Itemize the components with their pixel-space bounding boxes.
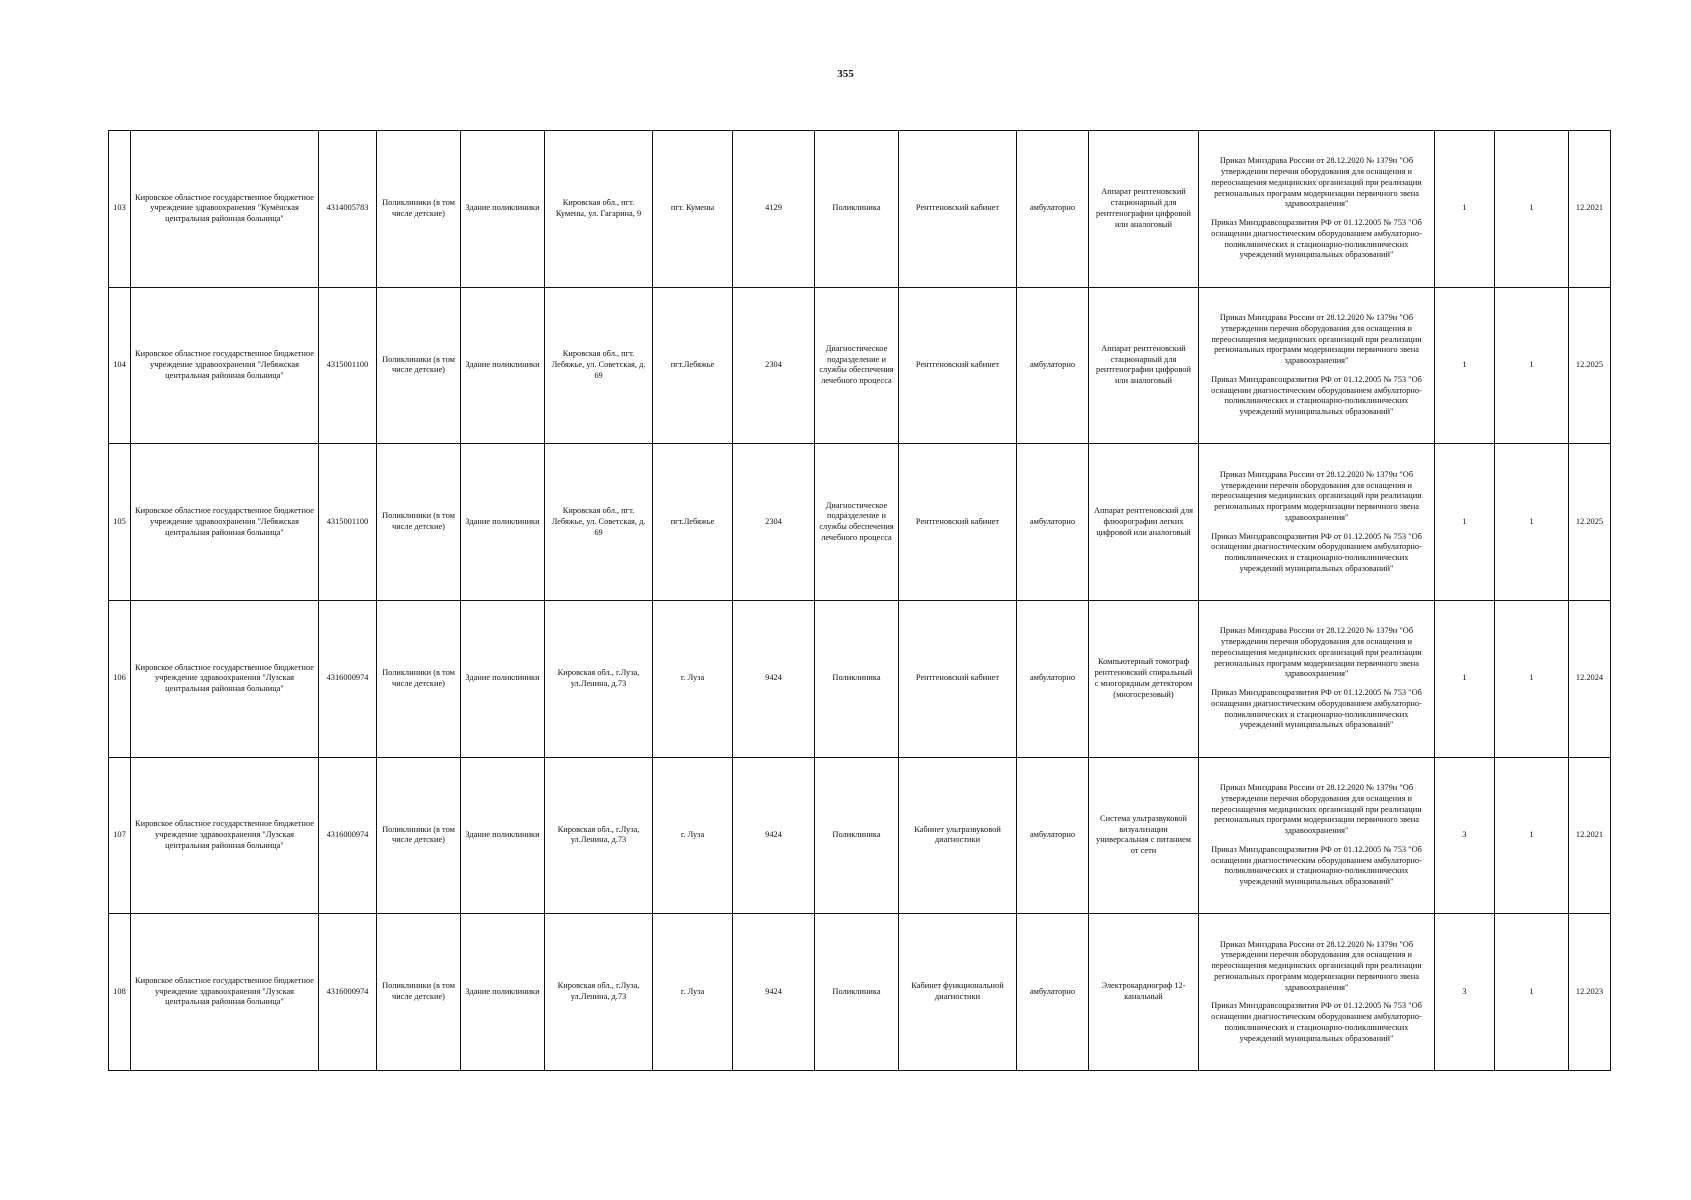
inn-cell: 4315001100 xyxy=(319,444,377,601)
order-1379n-text: Приказ Минздрава России от 28.12.2020 № 1379н "Об утверждении перечня оборудования для оснащения и переоснащения медицинских организаций при реализации региональных программ модернизации первичного звена здравоохранения" xyxy=(1211,783,1422,836)
normative-orders-cell xyxy=(1199,131,1435,288)
equipment-cell: Аппарат рентгеновский стационарный для рентгенографии цифровой или аналоговый xyxy=(1089,131,1199,288)
table-row xyxy=(109,914,1611,1071)
order-1379n-text: Приказ Минздрава России от 28.12.2020 № 1379н "Об утверждении перечня оборудования для оснащения и переоснащения медицинских организаций при реализации региональных программ модернизации первичного звена здравоохранения" xyxy=(1211,626,1422,679)
settlement-cell: г. Луза xyxy=(653,600,733,757)
care-mode-cell: амбулаторно xyxy=(1017,914,1089,1071)
address-cell: Кировская обл., г.Луза, ул.Ленина, д.73 xyxy=(545,757,653,914)
quantity-secondary-cell: 1 xyxy=(1495,131,1569,288)
institution-cell: Кировское областное государственное бюджетное учреждение здравоохранения "Кумёнская центральная районная больница" xyxy=(131,131,319,288)
population-cell: 4129 xyxy=(733,131,815,288)
population-cell: 9424 xyxy=(733,600,815,757)
deadline-cell: 12.2021 xyxy=(1569,131,1611,288)
room-cell: Рентгеновский кабинет xyxy=(899,444,1017,601)
normative-orders-cell xyxy=(1199,287,1435,444)
quantity-secondary-cell: 1 xyxy=(1495,444,1569,601)
care-mode-cell: амбулаторно xyxy=(1017,131,1089,288)
order-753-text: Приказ Минздравсоцразвития РФ от 01.12.2005 № 753 "Об оснащении диагностическим оборудованием амбулаторно-поликлинических и стационарно-поликлинических учреждений муниципальных образований" xyxy=(1211,531,1422,573)
order-753-text: Приказ Минздравсоцразвития РФ от 01.12.2005 № 753 "Об оснащении диагностическим оборудованием амбулаторно-поликлинических и стационарно-поликлинических учреждений муниципальных образований" xyxy=(1211,1001,1422,1043)
deadline-cell: 12.2025 xyxy=(1569,287,1611,444)
population-cell: 2304 xyxy=(733,287,815,444)
room-cell: Рентгеновский кабинет xyxy=(899,600,1017,757)
facility-type-cell: Поликлиники (в том числе детские) xyxy=(377,914,461,1071)
building-cell: Здание поликлиники xyxy=(461,600,545,757)
facility-type-cell: Поликлиники (в том числе детские) xyxy=(377,757,461,914)
normative-orders-cell xyxy=(1199,757,1435,914)
order-753-text: Приказ Минздравсоцразвития РФ от 01.12.2005 № 753 "Об оснащении диагностическим оборудованием амбулаторно-поликлинических и стационарно-поликлинических учреждений муниципальных образований" xyxy=(1211,688,1422,730)
room-cell: Кабинет функциональной диагностики xyxy=(899,914,1017,1071)
order-753-text: Приказ Минздравсоцразвития РФ от 01.12.2005 № 753 "Об оснащении диагностическим оборудованием амбулаторно-поликлинических и стационарно-поликлинических учреждений муниципальных образований" xyxy=(1211,374,1422,417)
table-row xyxy=(109,444,1611,601)
facility-type-cell: Поликлиники (в том числе детские) xyxy=(377,444,461,601)
row-number-cell: 106 xyxy=(109,600,131,757)
row-number-cell: 103 xyxy=(109,131,131,288)
inn-cell: 4314005783 xyxy=(319,131,377,288)
quantity-cell: 3 xyxy=(1435,757,1495,914)
room-cell: Рентгеновский кабинет xyxy=(899,131,1017,288)
room-cell: Кабинет ультразвуковой диагностики xyxy=(899,757,1017,914)
quantity-secondary-cell: 1 xyxy=(1495,757,1569,914)
building-cell: Здание поликлиники xyxy=(461,131,545,288)
department-cell: Поликлиника xyxy=(815,131,899,288)
row-number-cell: 104 xyxy=(109,287,131,444)
settlement-cell: пгт.Лебяжье xyxy=(653,287,733,444)
order-1379n-text: Приказ Минздрава России от 28.12.2020 № 1379н "Об утверждении перечня оборудования для оснащения и переоснащения медицинских организаций при реализации региональных программ модернизации первичного звена здравоохранения" xyxy=(1211,313,1422,366)
page-number: 355 xyxy=(837,68,854,80)
building-cell: Здание поликлиники xyxy=(461,757,545,914)
institution-cell: Кировское областное государственное бюджетное учреждение здравоохранения "Лузская центральная районная больница" xyxy=(131,914,319,1071)
order-753-text: Приказ Минздравсоцразвития РФ от 01.12.2005 № 753 "Об оснащении диагностическим оборудованием амбулаторно-поликлинических и стационарно-поликлинических учреждений муниципальных образований" xyxy=(1211,844,1422,887)
department-cell: Поликлиника xyxy=(815,757,899,914)
address-cell: Кировская обл., пгт. Кумены, ул. Гагарина, 9 xyxy=(545,131,653,288)
row-number-cell: 107 xyxy=(109,757,131,914)
deadline-cell: 12.2024 xyxy=(1569,600,1611,757)
building-cell: Здание поликлиники xyxy=(461,444,545,601)
institution-cell: Кировское областное государственное бюджетное учреждение здравоохранения "Лузская центральная районная больница" xyxy=(131,757,319,914)
institution-cell: Кировское областное государственное бюджетное учреждение здравоохранения "Лебяжская центральная районная больница" xyxy=(131,287,319,444)
building-cell: Здание поликлиники xyxy=(461,914,545,1071)
inn-cell: 4316000974 xyxy=(319,600,377,757)
quantity-cell: 1 xyxy=(1435,131,1495,288)
row-number-cell: 108 xyxy=(109,914,131,1071)
order-753-text: Приказ Минздравсоцразвития РФ от 01.12.2005 № 753 "Об оснащении диагностическим оборудованием амбулаторно-поликлинических и стационарно-поликлинических учреждений муниципальных образований" xyxy=(1211,218,1422,260)
table-row xyxy=(109,757,1611,914)
institution-cell: Кировское областное государственное бюджетное учреждение здравоохранения "Лузская центральная районная больница" xyxy=(131,600,319,757)
population-cell: 9424 xyxy=(733,757,815,914)
deadline-cell: 12.2025 xyxy=(1569,444,1611,601)
care-mode-cell: амбулаторно xyxy=(1017,757,1089,914)
building-cell: Здание поликлиники xyxy=(461,287,545,444)
settlement-cell: пгт. Кумены xyxy=(653,131,733,288)
quantity-secondary-cell: 1 xyxy=(1495,600,1569,757)
equipment-cell: Электрокардиограф 12-канальный xyxy=(1089,914,1199,1071)
address-cell: Кировская обл., пгт. Лебяжье, ул. Советская, д. 69 xyxy=(545,287,653,444)
department-cell: Диагностическое подразделение и службы обеспечения лечебного процесса xyxy=(815,287,899,444)
deadline-cell: 12.2023 xyxy=(1569,914,1611,1071)
order-1379n-text: Приказ Минздрава России от 28.12.2020 № 1379н "Об утверждении перечня оборудования для оснащения и переоснащения медицинских организаций при реализации региональных программ модернизации первичного звена здравоохранения" xyxy=(1211,939,1422,992)
settlement-cell: г. Луза xyxy=(653,914,733,1071)
care-mode-cell: амбулаторно xyxy=(1017,444,1089,601)
equipment-cell: Система ультразвуковой визуализации универсальная с питанием от сети xyxy=(1089,757,1199,914)
table-row xyxy=(109,600,1611,757)
normative-orders-cell xyxy=(1199,444,1435,601)
table-row xyxy=(109,287,1611,444)
equipment-cell: Аппарат рентгеновский для флюорографии легких цифровой или аналоговый xyxy=(1089,444,1199,601)
room-cell: Рентгеновский кабинет xyxy=(899,287,1017,444)
population-cell: 2304 xyxy=(733,444,815,601)
settlement-cell: пгт.Лебяжье xyxy=(653,444,733,601)
table-row xyxy=(109,131,1611,288)
department-cell: Диагностическое подразделение и службы обеспечения лечебного процесса xyxy=(815,444,899,601)
quantity-secondary-cell: 1 xyxy=(1495,914,1569,1071)
population-cell: 9424 xyxy=(733,914,815,1071)
equipment-cell: Аппарат рентгеновский стационарный для рентгенографии цифровой или аналоговый xyxy=(1089,287,1199,444)
facility-type-cell: Поликлиники (в том числе детские) xyxy=(377,131,461,288)
order-1379n-text: Приказ Минздрава России от 28.12.2020 № 1379н "Об утверждении перечня оборудования для оснащения и переоснащения медицинских организаций при реализации региональных программ модернизации первичного звена здравоохранения" xyxy=(1211,156,1422,209)
equipment-cell: Компьютерный томограф рентгеновский спиральный с многорядным детектором (многосрезовый) xyxy=(1089,600,1199,757)
facility-type-cell: Поликлиники (в том числе детские) xyxy=(377,287,461,444)
quantity-cell: 1 xyxy=(1435,444,1495,601)
care-mode-cell: амбулаторно xyxy=(1017,600,1089,757)
quantity-cell: 1 xyxy=(1435,600,1495,757)
inn-cell: 4315001100 xyxy=(319,287,377,444)
inn-cell: 4316000974 xyxy=(319,757,377,914)
quantity-cell: 3 xyxy=(1435,914,1495,1071)
department-cell: Поликлиника xyxy=(815,600,899,757)
normative-orders-cell xyxy=(1199,914,1435,1071)
normative-orders-cell xyxy=(1199,600,1435,757)
facility-type-cell: Поликлиники (в том числе детские) xyxy=(377,600,461,757)
department-cell: Поликлиника xyxy=(815,914,899,1071)
row-number-cell: 105 xyxy=(109,444,131,601)
deadline-cell: 12.2021 xyxy=(1569,757,1611,914)
order-1379n-text: Приказ Минздрава России от 28.12.2020 № 1379н "Об утверждении перечня оборудования для оснащения и переоснащения медицинских организаций при реализации региональных программ модернизации первичного звена здравоохранения" xyxy=(1211,469,1422,522)
quantity-cell: 1 xyxy=(1435,287,1495,444)
equipment-table xyxy=(108,130,1611,1071)
address-cell: Кировская обл., пгт. Лебяжье, ул. Советская, д. 69 xyxy=(545,444,653,601)
care-mode-cell: амбулаторно xyxy=(1017,287,1089,444)
inn-cell: 4316000974 xyxy=(319,914,377,1071)
institution-cell: Кировское областное государственное бюджетное учреждение здравоохранения "Лебяжская центральная районная больница" xyxy=(131,444,319,601)
address-cell: Кировская обл., г.Луза, ул.Ленина, д.73 xyxy=(545,914,653,1071)
quantity-secondary-cell: 1 xyxy=(1495,287,1569,444)
settlement-cell: г. Луза xyxy=(653,757,733,914)
address-cell: Кировская обл., г.Луза, ул.Ленина, д.73 xyxy=(545,600,653,757)
